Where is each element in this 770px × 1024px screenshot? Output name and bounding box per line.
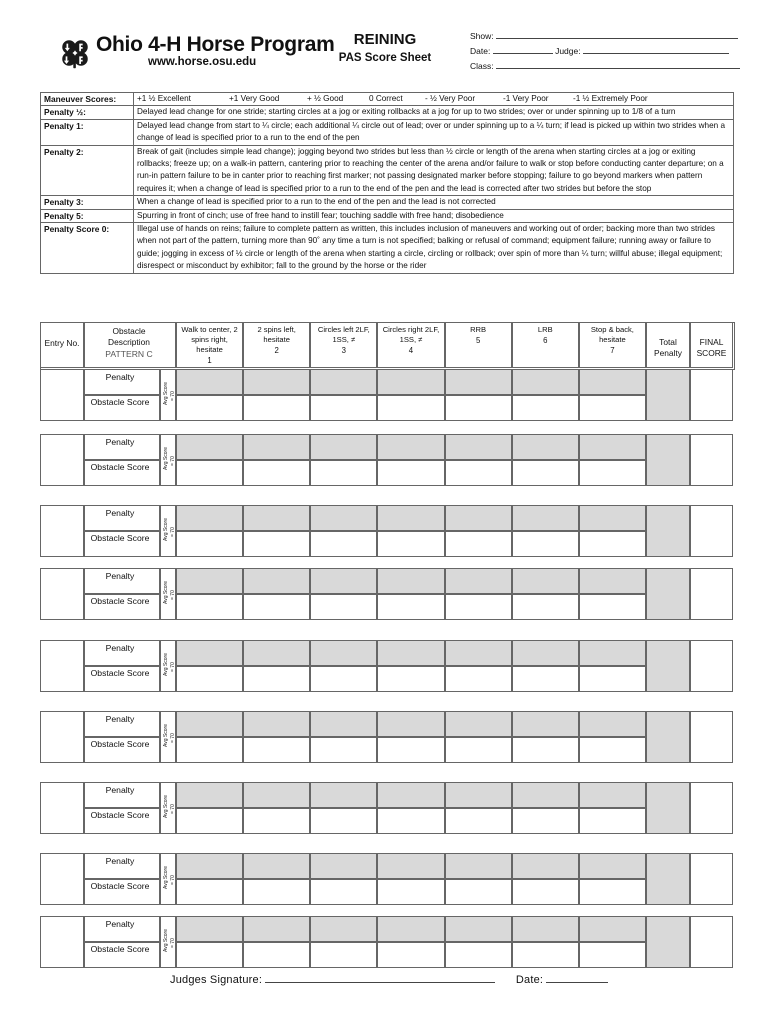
final-score-cell[interactable] [690,782,733,834]
penalty-input-cell[interactable] [176,369,243,395]
obstacle-score-input-cell[interactable] [445,808,512,834]
penalty-row-label: Penalty [105,571,135,581]
org-url: www.horse.osu.edu [148,56,257,68]
entry-number-cell[interactable] [40,568,84,620]
judge-label: Judge: [555,46,581,56]
final-score-cell[interactable] [690,434,733,486]
maneuver-header [246,325,307,356]
penalty-input-cell[interactable] [176,853,243,879]
avg-score-value: = 70 [170,590,176,600]
penalty-input-cell[interactable] [445,369,512,395]
penalty-input-cell[interactable] [579,369,646,395]
avg-score-value: = 70 [170,456,176,466]
obstacle-score-input-cell[interactable] [579,879,646,905]
penalty-text: Delayed lead change for one stride; starting circles at a jog or exiting rollbacks at a jog for up to two strides; over or under spinning up to 1/8 of a turn [134,106,734,119]
penalty-input-cell[interactable] [579,434,646,460]
penalty-input-cell[interactable] [512,711,579,737]
penalty-label: Penalty 3: [41,196,134,209]
obstacle-score-input-cell[interactable] [243,737,310,763]
obstacle-score-input-cell[interactable] [579,942,646,968]
penalty-input-cell[interactable] [579,916,646,942]
penalty-input-cell[interactable] [310,916,377,942]
penalty-input-cell[interactable] [310,434,377,460]
maneuver-scale [134,93,734,106]
obstacle-score-input-cell[interactable] [512,808,579,834]
scale-item: +1 ½ Excellent [137,94,191,103]
penalty-label: Penalty 1: [41,119,134,145]
penalty-input-cell[interactable] [579,640,646,666]
penalty-input-cell[interactable] [176,711,243,737]
avg-score-value: = 70 [170,527,176,537]
obstacle-score-input-cell[interactable] [310,879,377,905]
maneuver-number: 5 [475,336,481,345]
footer-date-label: Date: [515,974,544,986]
obstacle-score-input-cell[interactable] [310,942,377,968]
scale-item: +1 Very Good [229,94,280,103]
obstacle-score-input-cell[interactable] [310,594,377,620]
obstacle-score-input-cell[interactable] [445,666,512,692]
penalty-input-cell[interactable] [445,434,512,460]
obstacle-row-label: Obstacle Score [90,739,150,749]
total-penalty-cell[interactable] [646,782,690,834]
avg-score-label: Avg Score [163,518,169,541]
entry-no-header: Entry No. [44,338,80,348]
penalty-input-cell[interactable] [445,505,512,531]
entry-number-cell[interactable] [40,711,84,763]
obstacle-score-input-cell[interactable] [243,531,310,557]
maneuver-number: 3 [341,346,346,355]
total-penalty-cell[interactable] [646,640,690,692]
penalty-input-cell[interactable] [243,434,310,460]
clover-logo-icon [58,36,92,70]
obstacle-score-input-cell[interactable] [512,531,579,557]
total-penalty-cell[interactable] [646,853,690,905]
penalty-input-cell[interactable] [310,369,377,395]
penalty-input-cell[interactable] [310,640,377,666]
class-field[interactable] [470,60,740,71]
obstacle-score-input-cell[interactable] [310,808,377,834]
penalty-input-cell[interactable] [512,853,579,879]
obstacle-score-input-cell[interactable] [445,879,512,905]
penalty-input-cell[interactable] [176,640,243,666]
obstacle-score-input-cell[interactable] [445,460,512,486]
org-title: Ohio 4-H Horse Program [96,33,335,56]
obstacle-row-label: Obstacle Score [90,810,150,820]
penalty-table [40,92,734,274]
penalty-input-cell[interactable] [243,782,310,808]
obstacle-score-input-cell[interactable] [243,594,310,620]
obstacle-score-input-cell[interactable] [176,460,243,486]
penalty-input-cell[interactable] [445,782,512,808]
entry-number-cell[interactable] [40,782,84,834]
penalty-input-cell[interactable] [243,640,310,666]
penalty-row-label: Penalty [105,919,135,929]
obstacle-score-input-cell[interactable] [176,737,243,763]
avg-score-label: Avg Score [163,581,169,604]
entry-number-cell[interactable] [40,505,84,557]
obstacle-score-input-cell[interactable] [377,808,444,834]
penalty-input-cell[interactable] [579,505,646,531]
maneuver-header [179,325,240,366]
maneuver-number: 7 [610,346,615,355]
obstacle-row-label: Obstacle Score [90,668,150,678]
obstacle-score-input-cell[interactable] [512,942,579,968]
maneuver-scores-label: Maneuver Scores: [41,93,134,106]
penalty-input-cell[interactable] [512,505,579,531]
final-score-header: FINAL SCORE [696,337,727,358]
penalty-row-label: Penalty [105,643,135,653]
date-judge-field[interactable] [470,45,729,56]
scale-item: -1 ½ Extremely Poor [573,94,648,103]
maneuver-label: Stop & back, hesitate [590,325,634,344]
obstacle-score-input-cell[interactable] [377,879,444,905]
obstacle-score-input-cell[interactable] [445,531,512,557]
show-field[interactable] [470,30,738,41]
maneuver-label: 2 spins left, hesitate [257,325,296,344]
penalty-input-cell[interactable] [512,782,579,808]
obstacle-row-label: Obstacle Score [90,397,150,407]
avg-score-value: = 70 [170,804,176,814]
maneuver-label: Circles left 2LF, 1SS, ≠ [317,325,370,344]
penalty-input-cell[interactable] [377,853,444,879]
avg-score-label: Avg Score [163,382,169,405]
penalty-input-cell[interactable] [377,434,444,460]
obstacle-score-input-cell[interactable] [243,942,310,968]
final-score-cell[interactable] [690,505,733,557]
obstacle-row-label: Obstacle Score [90,533,150,543]
penalty-input-cell[interactable] [445,711,512,737]
obstacle-score-input-cell[interactable] [176,531,243,557]
penalty-input-cell[interactable] [176,434,243,460]
penalty-input-cell[interactable] [579,853,646,879]
obstacle-score-input-cell[interactable] [377,395,444,421]
maneuver-label: LRB [537,325,553,334]
obstacle-score-input-cell[interactable] [445,737,512,763]
maneuver-header [515,325,576,346]
obstacle-score-input-cell[interactable] [310,737,377,763]
penalty-input-cell[interactable] [310,505,377,531]
avg-score-label: Avg Score [163,929,169,952]
obstacle-score-input-cell[interactable] [310,666,377,692]
penalty-input-cell[interactable] [445,640,512,666]
penalty-input-cell[interactable] [310,853,377,879]
total-penalty-header: Total Penalty [654,337,682,358]
obstacle-score-input-cell[interactable] [176,808,243,834]
total-penalty-cell[interactable] [646,711,690,763]
event-title: REINING [353,31,417,48]
maneuver-number: 4 [408,346,414,355]
penalty-input-cell[interactable] [243,853,310,879]
obstacle-score-input-cell[interactable] [310,395,377,421]
scale-item: + ½ Good [307,94,344,103]
penalty-input-cell[interactable] [377,711,444,737]
obstacle-score-input-cell[interactable] [445,594,512,620]
penalty-label: Penalty ½: [41,106,134,119]
total-penalty-cell[interactable] [646,369,690,421]
obstacle-score-input-cell[interactable] [176,395,243,421]
obstacle-score-input-cell[interactable] [377,531,444,557]
obstacle-score-input-cell[interactable] [579,531,646,557]
obstacle-score-input-cell[interactable] [310,531,377,557]
obstacle-score-input-cell[interactable] [512,737,579,763]
obstacle-score-input-cell[interactable] [579,594,646,620]
obstacle-score-input-cell[interactable] [377,594,444,620]
penalty-input-cell[interactable] [243,505,310,531]
signature-label: Judges Signature: [170,974,263,986]
penalty-input-cell[interactable] [445,916,512,942]
final-score-cell[interactable] [690,568,733,620]
obstacle-score-input-cell[interactable] [243,395,310,421]
date-label: Date: [470,46,491,56]
obstacle-score-input-cell[interactable] [512,395,579,421]
obstacle-score-input-cell[interactable] [310,460,377,486]
class-label: Class: [470,61,494,71]
total-penalty-cell[interactable] [646,568,690,620]
penalty-row-label: Penalty [105,437,135,447]
penalty-input-cell[interactable] [579,711,646,737]
obstacle-score-input-cell[interactable] [579,808,646,834]
penalty-input-cell[interactable] [176,916,243,942]
obstacle-score-input-cell[interactable] [377,942,444,968]
obstacle-score-input-cell[interactable] [176,879,243,905]
entry-number-cell[interactable] [40,916,84,968]
obstacle-score-input-cell[interactable] [579,737,646,763]
maneuver-label: Walk to center, 2 spins right, hesitate [181,325,238,354]
penalty-input-cell[interactable] [377,369,444,395]
penalty-text: Delayed lead change from start to ¼ circle; each additional ¼ circle out of lead; over or under spinning up to a ¼ turn; if lead is picked up within two strides when a change of lead is specified prior to a run to the end of the pen [134,119,734,145]
maneuver-header [380,325,441,356]
avg-score-value: = 70 [170,938,176,948]
obstacle-score-input-cell[interactable] [243,460,310,486]
obstacle-score-input-cell[interactable] [243,808,310,834]
penalty-row-label: Penalty [105,856,135,866]
total-penalty-cell[interactable] [646,916,690,968]
penalty-input-cell[interactable] [176,568,243,594]
penalty-label: Penalty 2: [41,145,134,196]
total-penalty-cell[interactable] [646,434,690,486]
penalty-input-cell[interactable] [445,568,512,594]
maneuver-number: 1 [207,356,212,365]
maneuver-number: 6 [543,336,548,345]
avg-score-value: = 70 [170,875,176,885]
obstacle-score-input-cell[interactable] [512,594,579,620]
maneuver-label: Circles right 2LF, 1SS, ≠ [382,325,440,344]
penalty-input-cell[interactable] [377,782,444,808]
scale-item: - ½ Very Poor [425,94,476,103]
final-score-cell[interactable] [690,369,733,421]
obstacle-score-input-cell[interactable] [445,942,512,968]
pattern-label: PATTERN C [105,349,153,359]
obstacle-score-input-cell[interactable] [445,395,512,421]
penalty-row-label: Penalty [105,372,135,382]
final-score-cell[interactable] [690,853,733,905]
avg-score-value: = 70 [170,391,176,401]
final-score-cell[interactable] [690,711,733,763]
obstacle-score-input-cell[interactable] [176,666,243,692]
avg-score-label: Avg Score [163,447,169,470]
avg-score-value: = 70 [170,662,176,672]
final-score-cell[interactable] [690,916,733,968]
penalty-input-cell[interactable] [310,568,377,594]
obstacle-score-input-cell[interactable] [579,460,646,486]
maneuver-number: 2 [274,346,279,355]
maneuver-label: RRB [470,325,487,334]
penalty-input-cell[interactable] [579,782,646,808]
entry-number-cell[interactable] [40,434,84,486]
penalty-input-cell[interactable] [512,640,579,666]
obstacle-score-input-cell[interactable] [512,879,579,905]
maneuver-header [313,325,374,356]
penalty-input-cell[interactable] [377,505,444,531]
maneuver-header [582,325,643,356]
penalty-text: Break of gait (includes simple lead change); jogging beyond two strides but less than ½ circle or length of the arena when starting circles at a jog or exiting rollbacks; freeze up; on a walk-in pattern, cantering prior to reaching the center of the arena and/or failure to walk or stop before conducting canter departure; on a run-in pattern failure to be in canter prior to reaching first marker; not passing designated marker before stopping; failure to go beyond markers when pattern requires it; when a change of lead is specified prior to a run to the end of the pen and the lead is corrected after two strides but before the stop [134,145,734,196]
avg-score-label: Avg Score [163,653,169,676]
obstacle-row-label: Obstacle Score [90,596,150,606]
penalty-input-cell[interactable] [377,568,444,594]
entry-number-cell[interactable] [40,853,84,905]
obstacle-score-input-cell[interactable] [377,460,444,486]
obstacle-score-input-cell[interactable] [579,395,646,421]
obstacle-score-input-cell[interactable] [243,879,310,905]
avg-score-label: Avg Score [163,795,169,818]
penalty-row-label: Penalty [105,714,135,724]
obstacle-score-input-cell[interactable] [512,460,579,486]
penalty-input-cell[interactable] [445,853,512,879]
entry-number-cell[interactable] [40,640,84,692]
penalty-label: Penalty 5: [41,209,134,222]
penalty-text: When a change of lead is specified prior to a run to the end of the pen and the lead is not corrected [134,196,734,209]
penalty-input-cell[interactable] [176,782,243,808]
avg-score-label: Avg Score [163,866,169,889]
obstacle-score-input-cell[interactable] [377,666,444,692]
penalty-row-label: Penalty [105,508,135,518]
penalty-input-cell[interactable] [243,568,310,594]
obstacle-score-input-cell[interactable] [377,737,444,763]
penalty-text: Illegal use of hands on reins; failure to complete pattern as written, this includes inclusion of maneuvers and working out of order; backing more than two strides when not part of the pattern, turning more than 90˚ any time a turn is not specified; balking or refusal of command; equipment failure; running away or failure to guide; jogging in excess of ½ circle or length of the arena when starting a circle, circling or rollback; over spin of more than ¼ turn; willful abuse; illegal equipment; disrespect or misconduct by exhibitor; fall to the ground by the horse or the rider [134,223,734,274]
penalty-input-cell[interactable] [579,568,646,594]
scale-item: -1 Very Poor [503,94,549,103]
obstacle-score-input-cell[interactable] [579,666,646,692]
final-score-cell[interactable] [690,640,733,692]
penalty-input-cell[interactable] [243,711,310,737]
obstacle-score-input-cell[interactable] [512,666,579,692]
penalty-input-cell[interactable] [512,568,579,594]
penalty-input-cell[interactable] [243,916,310,942]
avg-score-label: Avg Score [163,724,169,747]
penalty-input-cell[interactable] [243,369,310,395]
scale-item: 0 Correct [369,94,403,103]
penalty-input-cell[interactable] [310,782,377,808]
penalty-input-cell[interactable] [310,711,377,737]
penalty-input-cell[interactable] [512,434,579,460]
obstacle-row-label: Obstacle Score [90,881,150,891]
penalty-input-cell[interactable] [512,916,579,942]
event-subtitle: PAS Score Sheet [338,52,432,64]
judges-signature-line[interactable] [170,972,608,986]
penalty-input-cell[interactable] [377,640,444,666]
penalty-text: Spurring in front of cinch; use of free hand to instill fear; touching saddle with free hand; disobedience [134,209,734,222]
obstacle-row-label: Obstacle Score [90,944,150,954]
show-label: Show: [470,31,494,41]
obstacle-description-header: Obstacle Description [108,326,150,347]
maneuver-header [448,325,509,346]
total-penalty-cell[interactable] [646,505,690,557]
penalty-input-cell[interactable] [512,369,579,395]
obstacle-score-input-cell[interactable] [243,666,310,692]
avg-score-value: = 70 [170,733,176,743]
obstacle-score-input-cell[interactable] [176,594,243,620]
obstacle-score-input-cell[interactable] [176,942,243,968]
penalty-input-cell[interactable] [176,505,243,531]
penalty-input-cell[interactable] [377,916,444,942]
obstacle-row-label: Obstacle Score [90,462,150,472]
penalty-row-label: Penalty [105,785,135,795]
entry-number-cell[interactable] [40,369,84,421]
penalty-label: Penalty Score 0: [41,223,134,274]
